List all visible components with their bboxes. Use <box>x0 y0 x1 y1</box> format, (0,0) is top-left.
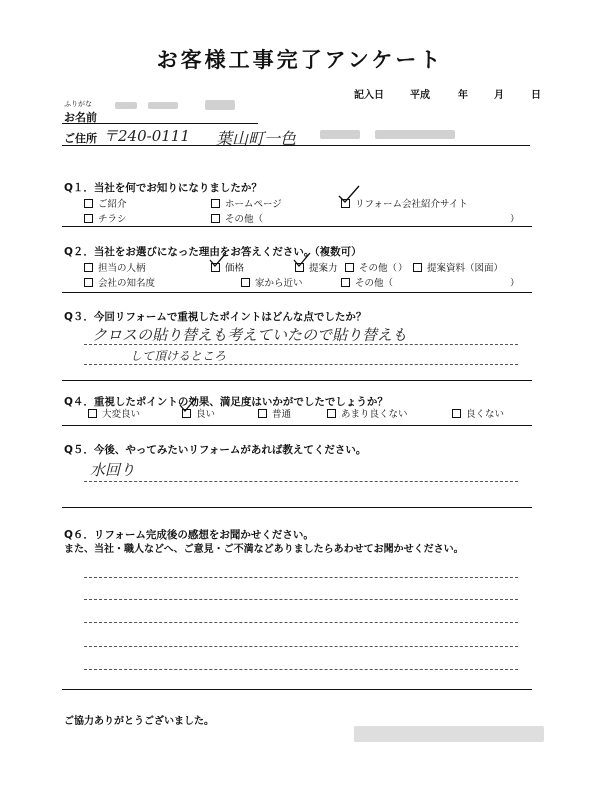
q4-title: Q４．重視したポイントの効果、満足度はいかがでしたでしょうか？ <box>64 396 388 408</box>
date-month-label: 月 <box>494 90 504 101</box>
checkmark-icon <box>336 184 362 206</box>
q1-option-reform-site[interactable]: リフォーム会社紹介サイト <box>341 196 468 210</box>
q6-answer-line <box>84 669 518 670</box>
q3-divider <box>62 380 532 381</box>
checkbox-icon <box>84 214 93 223</box>
date-day-label: 日 <box>531 90 541 101</box>
q4-option-not-good[interactable]: あまり良くない <box>327 406 408 420</box>
name-label: お名前 <box>64 111 97 124</box>
q2-option-proposal[interactable]: 提案力 <box>295 260 338 274</box>
address-town: 葉山町一色 <box>216 129 297 148</box>
date-era-label: 平成 <box>410 90 430 101</box>
checkmark-icon <box>178 396 198 414</box>
checkbox-icon <box>452 409 461 418</box>
furigana-label: ふりがな <box>64 100 92 108</box>
q4-option-very-good[interactable]: 大変良い <box>88 406 140 420</box>
checkbox-icon <box>241 278 250 287</box>
q4-divider <box>62 425 532 426</box>
checkbox-icon <box>211 199 220 208</box>
date-year-label: 年 <box>458 90 468 101</box>
redacted-furigana <box>115 102 137 109</box>
checkmark-icon <box>292 251 312 269</box>
checkbox-icon <box>84 199 93 208</box>
q1-option-referral[interactable]: ご紹介 <box>84 196 127 210</box>
q1-other-close: ） <box>510 214 520 225</box>
name-underline <box>62 123 258 124</box>
q5-answer-line <box>84 481 518 482</box>
checkbox-icon <box>211 214 220 223</box>
q6-answer-line <box>84 599 518 600</box>
q2-other-close-2: ） <box>510 278 520 289</box>
address-postal: 〒240-0111 <box>103 127 190 145</box>
q3-title: Q３．今回リフォームで重視したポイントはどんな点でしたか？ <box>64 311 367 323</box>
checkbox-icon <box>341 278 350 287</box>
redacted-company-stamp <box>354 726 544 742</box>
q3-answer-line <box>84 344 518 345</box>
q6-title: Q６．リフォーム完成後の感想をお聞かせください。 <box>64 529 314 541</box>
q2-option-personality[interactable]: 担当の人柄 <box>84 260 146 274</box>
q3-answer-line2: して頂けるところ <box>130 349 227 363</box>
q2-option-price[interactable]: 価格 <box>211 260 244 274</box>
q3-answer-line1: クロスの貼り替えも考えていたので貼り替えも <box>92 326 408 344</box>
q1-option-other[interactable]: その他（ <box>211 211 263 225</box>
q6-answer-line <box>84 577 518 578</box>
q6-answer-line <box>84 646 518 647</box>
q2-other-close-1: ） <box>398 263 408 274</box>
q2-option-other[interactable]: その他（ <box>345 260 397 274</box>
q2-divider <box>62 292 532 293</box>
q4-option-good[interactable]: 良い <box>182 406 215 420</box>
q5-answer: 水回り <box>90 461 136 479</box>
q2-option-proposal-docs[interactable]: 提案資料（図面） <box>413 260 503 274</box>
q6-answer-line <box>84 622 518 623</box>
checkbox-icon <box>345 263 354 272</box>
footer-thanks: ご協力ありがとうございました。 <box>64 716 214 727</box>
checkbox-icon <box>84 263 93 272</box>
q2-option-reputation[interactable]: 会社の知名度 <box>84 275 155 289</box>
q1-title: Q１．当社を何でお知りになりましたか？ <box>64 182 262 194</box>
q4-option-average[interactable]: 普通 <box>258 406 291 420</box>
q6-divider <box>62 689 532 690</box>
checkbox-icon <box>84 278 93 287</box>
page-title: お客様工事完了アンケート <box>156 48 444 72</box>
redacted-name <box>205 100 235 110</box>
redacted-address-1 <box>320 130 360 139</box>
checkbox-icon <box>327 409 336 418</box>
q2-title: Q２．当社をお選びになった理由をお答えください。（複数可） <box>64 246 362 258</box>
checkbox-icon <box>413 263 422 272</box>
address-label: ご住所 <box>64 132 97 145</box>
q2-option-nearby[interactable]: 家から近い <box>241 275 303 289</box>
checkmark-icon <box>208 251 228 269</box>
q4-option-bad[interactable]: 良くない <box>452 406 504 420</box>
q6-subtitle: また、当社・職人などへ、ご意見・ご不満などありましたらあわせてお聞かせください。 <box>64 544 464 555</box>
redacted-address-2 <box>375 130 455 139</box>
q2-option-other-2[interactable]: その他（ <box>341 275 393 289</box>
address-underline <box>62 145 530 146</box>
checkbox-icon <box>88 409 97 418</box>
redacted-furigana-2 <box>148 102 178 109</box>
q1-option-flyer[interactable]: チラシ <box>84 211 127 225</box>
checkbox-icon <box>258 409 267 418</box>
q3-answer-line <box>84 364 518 365</box>
date-filled-label: 記入日 <box>354 90 384 101</box>
q5-title: Q５．今後、やってみたいリフォームがあれば教えてください。 <box>64 444 367 456</box>
q5-divider <box>62 507 532 508</box>
q1-divider <box>62 226 532 227</box>
q1-option-homepage[interactable]: ホームページ <box>211 196 282 210</box>
